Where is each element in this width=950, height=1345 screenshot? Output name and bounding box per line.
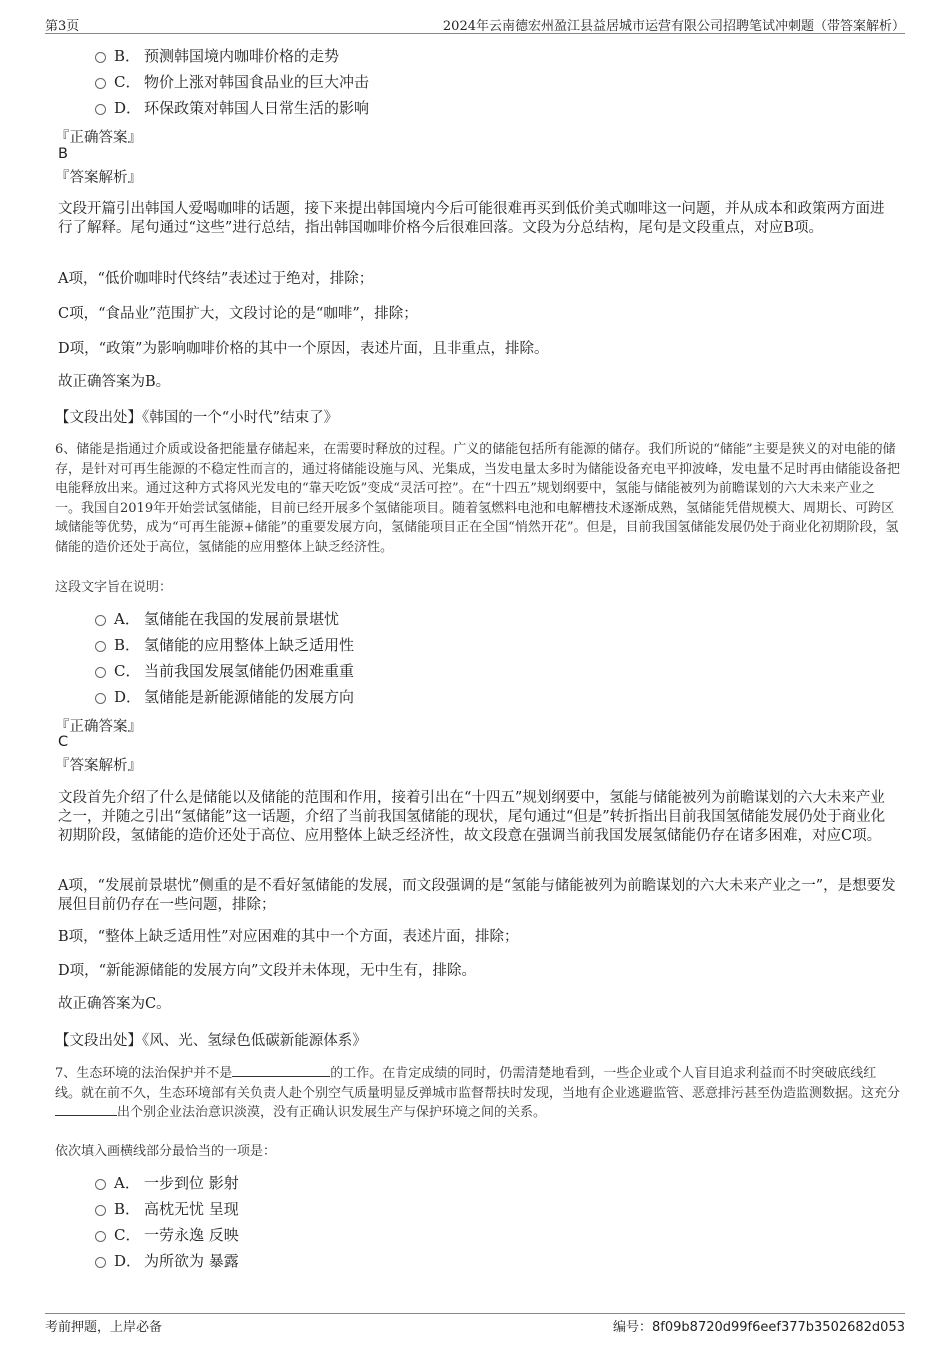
q6-analysis-a: A项，“发展前景堪忧”侧重的是不看好氢储能的发展，而文段强调的是“氢能与储能被列为前瞻谋划的六大未来产业之一”，是想要发展但目前仍存在一些问题，排除； bbox=[58, 878, 896, 913]
q6-source: 【文段出处】《风、光、氢绿色低碳新能源体系》 bbox=[55, 1033, 367, 1049]
radio-icon[interactable] bbox=[95, 641, 106, 652]
q6-option-d[interactable]: D． 氢储能是新能源储能的发展方向 bbox=[95, 686, 354, 708]
q7-option-c[interactable]: C． 一劳永逸 反映 bbox=[95, 1224, 239, 1246]
radio-icon[interactable] bbox=[95, 1179, 106, 1190]
document-title: 2024年云南德宏州盈江县益居城市运营有限公司招聘笔试冲刺题（带答案解析） bbox=[442, 19, 905, 34]
page-footer bbox=[45, 1313, 905, 1336]
page-header bbox=[45, 15, 905, 34]
q7-option-b[interactable]: B． 高枕无忧 呈现 bbox=[95, 1198, 239, 1220]
q7-blank-2[interactable] bbox=[55, 1103, 117, 1116]
q5-analysis-label: 『答案解析』 bbox=[55, 170, 142, 186]
q6-option-a[interactable]: A． 氢储能在我国的发展前景堪忧 bbox=[95, 608, 339, 630]
radio-icon[interactable] bbox=[95, 667, 106, 678]
q5-analysis-c: C项，“食品业”范围扩大，文段讨论的是“咖啡”，排除； bbox=[58, 306, 418, 322]
q7-option-d[interactable]: D． 为所欲为 暴露 bbox=[95, 1250, 239, 1272]
q5-analysis-para: 文段开篇引出韩国人爱喝咖啡的话题，接下来提出韩国境内今后可能很难再买到低价美式咖啡这一问题，并从成本和政策两方面进行了解释。尾句通过“这些”进行总结，指出韩国咖啡价格今后很难回落。文段为分总结构，尾句是文段重点，对应B项。 bbox=[58, 201, 885, 236]
q6-analysis-b: B项，“整体上缺乏适用性”对应困难的其中一个方面，表述片面，排除； bbox=[58, 929, 519, 945]
q7-option-a[interactable]: A． 一步到位 影射 bbox=[95, 1172, 239, 1194]
q6-answer: C bbox=[58, 734, 69, 750]
radio-icon[interactable] bbox=[95, 1231, 106, 1242]
radio-icon[interactable] bbox=[95, 78, 106, 89]
q6-option-b[interactable]: B． 氢储能的应用整体上缺乏适用性 bbox=[95, 634, 354, 656]
q7-stem: 7、生态环境的法治保护并不是 的工作。在肯定成绩的同时，仍需清楚地看到，一些企业或个人盲目追求利益而不时突破底线红线。就在前不久，生态环境部有关负责人赴个别空气质量明显反弹城市监督帮扶时发现，当地有企业逃避监管、恶意排污甚至伪造监测数据。这充分出个别企业法治意识淡漠，没有正确认识发展生产与保护环境之间的关系。 bbox=[55, 1066, 901, 1120]
footer-slogan: 考前押题，上岸必备 bbox=[45, 1320, 163, 1335]
q5-option-d[interactable]: D． 环保政策对韩国人日常生活的影响 bbox=[95, 97, 369, 119]
q5-analysis-d: D项，“政策”为影响咖啡价格的其中一个原因，表述片面，且非重点，排除。 bbox=[58, 341, 549, 357]
radio-icon[interactable] bbox=[95, 615, 106, 626]
q5-answer: B bbox=[58, 146, 68, 162]
q5-correct-label: 『正确答案』 bbox=[55, 130, 142, 146]
radio-icon[interactable] bbox=[95, 693, 106, 704]
q5-source: 【文段出处】《韩国的一个“小时代”结束了》 bbox=[55, 410, 339, 426]
q6-option-c[interactable]: C． 当前我国发展氢储能仍困难重重 bbox=[95, 660, 354, 682]
q6-prompt: 这段文字旨在说明： bbox=[55, 580, 173, 595]
q5-option-b[interactable]: B． 预测韩国境内咖啡价格的走势 bbox=[95, 45, 339, 67]
q6-correct-label: 『正确答案』 bbox=[55, 719, 142, 735]
q6-analysis-para: 文段首先介绍了什么是储能以及储能的范围和作用，接着引出在“十四五”规划纲要中，氢能与储能被列为前瞻谋划的六大未来产业之一，并随之引出“氢储能”这一话题，介绍了当前我国氢储能的现状，尾句通过“但是”转折指出目前我国氢储能发展仍处于商业化初期阶段，氢储能的造价还处于高位、应用整体上缺乏经济性，故文段意在强调当前我国发展氢储能仍存在诸多困难，对应C项。 bbox=[58, 790, 886, 844]
q7-blank-1[interactable] bbox=[232, 1064, 330, 1077]
q6-analysis-label: 『答案解析』 bbox=[55, 758, 142, 774]
radio-icon[interactable] bbox=[95, 1205, 106, 1216]
q7-prompt: 依次填入画横线部分最恰当的一项是： bbox=[55, 1144, 277, 1159]
q5-analysis-a: A项，“低价咖啡时代终结”表述过于绝对，排除； bbox=[58, 271, 374, 287]
radio-icon[interactable] bbox=[95, 104, 106, 115]
q6-conclusion: 故正确答案为C。 bbox=[58, 996, 171, 1012]
document-code: 编号：8f09b8720d99f6eef377b3502682d053 bbox=[613, 1320, 905, 1335]
q5-conclusion: 故正确答案为B。 bbox=[58, 374, 171, 390]
q6-stem: 6、储能是指通过介质或设备把能量存储起来，在需要时释放的过程。广义的储能包括所有能源的储存。我们所说的“储能”主要是狭义的对电能的储存，是针对可再生能源的不稳定性而言的，通过将储能设施与风、光集成，当发电量太多时为储能设备充电平抑波峰，发电量不足时再由储能设备把电能释放出来。通过这种方式将风光发电的“靠天吃饭”变成“灵活可控”。在“十四五”规划纲要中，氢能与储能被列为前瞻谋划的六大未来产业之一。我国自2019年开始尝试氢储能，目前已经开展多个氢储能项目。随着氢燃料电池和电解槽技术逐渐成熟，氢储能凭借规模大、周期长、可跨区域储能等优势，成为“可再生能源+储能”的重要发展方向，氢储能项目正在全国“悄然开花”。但是，目前我国氢储能发展仍处于商业化初期阶段，氢储能的造价还处于高位，氢储能的应用整体上缺乏经济性。 bbox=[55, 442, 901, 555]
q6-analysis-d: D项，“新能源储能的发展方向”文段并未体现，无中生有，排除。 bbox=[58, 963, 476, 979]
radio-icon[interactable] bbox=[95, 1257, 106, 1268]
page-number: 第3页 bbox=[45, 19, 80, 34]
radio-icon[interactable] bbox=[95, 52, 106, 63]
q5-option-c[interactable]: C． 物价上涨对韩国食品业的巨大冲击 bbox=[95, 71, 369, 93]
